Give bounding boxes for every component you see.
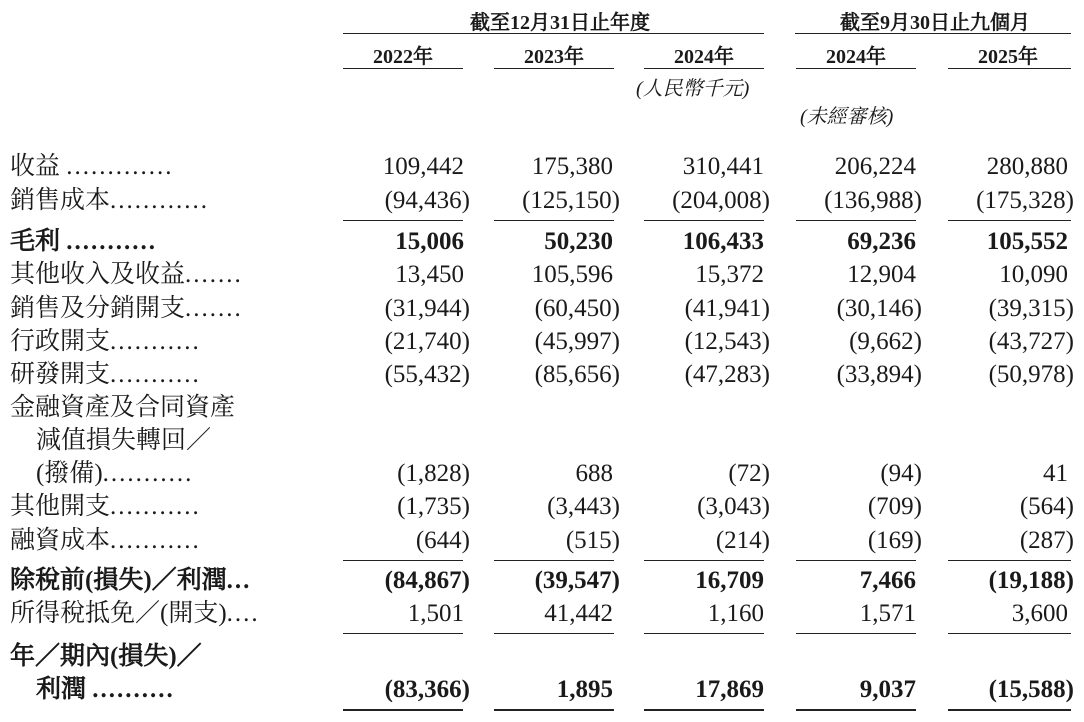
value-cell: 310,441 (682, 153, 764, 180)
value-cell: (1,735) (397, 493, 470, 520)
value-cell: 15,006 (395, 228, 464, 255)
year-rule-1 (343, 68, 463, 69)
value-cell: (41,941) (684, 295, 770, 322)
value-cell: 1,571 (859, 600, 916, 627)
row-label-revenue: 收益 ............. (10, 153, 174, 180)
row-label-impairment-line1: 金融資產及合同資產 (10, 394, 236, 421)
value-cell: 12,904 (847, 261, 916, 288)
value-cell: (3,443) (547, 493, 620, 520)
group-header-rule-2 (795, 33, 1071, 34)
year-header-2022: 2022年 (373, 46, 433, 68)
value-cell: 41,442 (544, 600, 613, 627)
value-cell: (39,315) (988, 295, 1074, 322)
subtotal-rule (644, 633, 764, 634)
group-header-rule-1 (343, 33, 764, 34)
value-cell: (47,283) (684, 361, 770, 388)
value-cell: (204,008) (672, 187, 770, 214)
value-cell: (39,547) (534, 567, 620, 594)
subtotal-rule (644, 220, 764, 221)
value-cell: (45,997) (534, 328, 620, 355)
value-cell: (31,944) (384, 295, 470, 322)
subtotal-rule (948, 633, 1071, 634)
value-cell: (94) (880, 460, 922, 487)
value-cell: 1,501 (407, 600, 464, 627)
subtotal-rule (948, 560, 1071, 561)
subtotal-rule (494, 560, 614, 561)
value-cell: 106,433 (682, 228, 764, 255)
value-cell: (125,150) (522, 187, 620, 214)
total-rule (494, 709, 614, 711)
year-rule-5 (948, 68, 1071, 69)
value-cell: (19,188) (988, 567, 1074, 594)
value-cell: (33,894) (836, 361, 922, 388)
value-cell: 15,372 (695, 261, 764, 288)
value-cell: (709) (867, 493, 922, 520)
value-cell: (15,588) (988, 676, 1074, 703)
total-rule (644, 709, 764, 711)
total-rule (948, 709, 1071, 711)
subtotal-rule (343, 633, 463, 634)
row-label-admin-expenses: 行政開支........... (10, 328, 201, 355)
value-cell: 1,160 (707, 600, 764, 627)
value-cell: (515) (565, 527, 620, 554)
subtotal-rule (494, 220, 614, 221)
value-cell: (43,727) (988, 328, 1074, 355)
unit-label: (人民幣千元) (636, 78, 750, 100)
subtotal-rule (796, 560, 916, 561)
year-rule-4 (796, 68, 916, 69)
year-header-2025: 2025年 (978, 46, 1038, 68)
value-cell: 7,466 (859, 567, 916, 594)
value-cell: 175,380 (531, 153, 613, 180)
row-label-finance-costs: 融資成本........... (10, 527, 201, 554)
row-label-impairment-line2: 減值損失轉回／ (36, 427, 212, 454)
unaudited-label: (未經審核) (800, 106, 894, 128)
subtotal-rule (343, 560, 463, 561)
row-label-impairment-line3: (撥備)........... (36, 460, 194, 487)
value-cell: 109,442 (382, 153, 464, 180)
value-cell: (644) (415, 527, 470, 554)
value-cell: (214) (715, 527, 770, 554)
value-cell: (83,366) (384, 676, 470, 703)
value-cell: 105,596 (531, 261, 613, 288)
year-rule-3 (644, 68, 764, 69)
value-cell: (55,432) (384, 361, 470, 388)
value-cell: 17,869 (695, 676, 764, 703)
value-cell: (9,662) (849, 328, 922, 355)
value-cell: 41 (1043, 460, 1068, 487)
year-rule-2 (494, 68, 614, 69)
row-label-rd-expenses: 研發開支........... (10, 361, 201, 388)
year-header-2024: 2024年 (674, 46, 734, 68)
row-label-gross-profit: 毛利 ........... (10, 228, 158, 255)
value-cell: (169) (867, 527, 922, 554)
value-cell: 13,450 (395, 261, 464, 288)
year-header-2023: 2023年 (524, 46, 584, 68)
value-cell: 50,230 (544, 228, 613, 255)
value-cell: (175,328) (976, 187, 1074, 214)
row-label-other-expenses: 其他開支........... (10, 493, 201, 520)
total-rule (796, 709, 916, 711)
value-cell: 105,552 (986, 228, 1068, 255)
row-label-net-line1: 年／期內(損失)／ (10, 643, 202, 670)
group-header-nine-months: 截至9月30日止九個月 (840, 12, 1030, 34)
value-cell: (84,867) (384, 567, 470, 594)
row-label-income-tax: 所得稅抵免／(開支).... (10, 600, 260, 627)
value-cell: 280,880 (986, 153, 1068, 180)
value-cell: (3,043) (697, 493, 770, 520)
value-cell: (50,978) (988, 361, 1074, 388)
value-cell: (60,450) (534, 295, 620, 322)
subtotal-rule (948, 220, 1071, 221)
total-rule (343, 709, 463, 711)
value-cell: 1,895 (556, 676, 613, 703)
value-cell: 10,090 (999, 261, 1068, 288)
row-label-cost-of-sales: 銷售成本............ (10, 187, 210, 214)
value-cell: 16,709 (695, 567, 764, 594)
row-label-pretax: 除稅前(損失)／利潤... (10, 567, 252, 594)
value-cell: 69,236 (847, 228, 916, 255)
value-cell: (1,828) (397, 460, 470, 487)
value-cell: 3,600 (1011, 600, 1068, 627)
subtotal-rule (494, 633, 614, 634)
value-cell: (94,436) (384, 187, 470, 214)
row-label-other-income: 其他收入及收益....... (10, 261, 243, 288)
row-label-selling-expenses: 銷售及分銷開支....... (10, 295, 243, 322)
group-header-year-end: 截至12月31日止年度 (470, 12, 650, 34)
value-cell: (72) (728, 460, 770, 487)
value-cell: (85,656) (534, 361, 620, 388)
subtotal-rule (343, 220, 463, 221)
value-cell: (30,146) (836, 295, 922, 322)
value-cell: (564) (1019, 493, 1074, 520)
value-cell: (21,740) (384, 328, 470, 355)
year-header-2024-nine-months: 2024年 (826, 46, 886, 68)
subtotal-rule (796, 633, 916, 634)
value-cell: (136,988) (824, 187, 922, 214)
subtotal-rule (796, 220, 916, 221)
subtotal-rule (644, 560, 764, 561)
value-cell: 9,037 (859, 676, 916, 703)
value-cell: (287) (1019, 527, 1074, 554)
row-label-net-line2: 利潤 .......... (36, 676, 175, 703)
value-cell: 206,224 (834, 153, 916, 180)
value-cell: (12,543) (684, 328, 770, 355)
value-cell: 688 (575, 460, 613, 487)
